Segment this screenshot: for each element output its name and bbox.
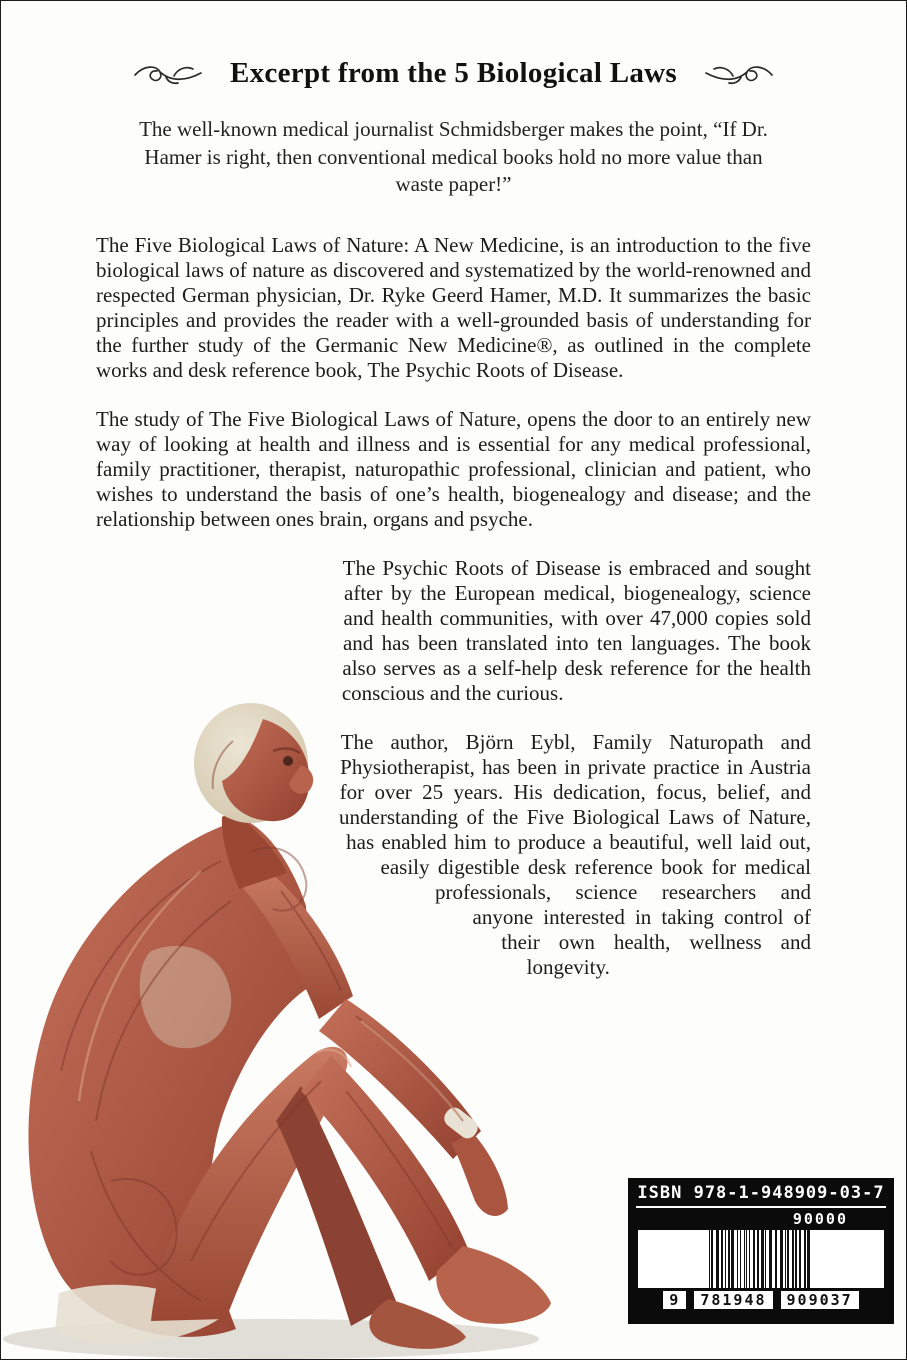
isbn-label: ISBN 978-1-948909-03-7 — [636, 1178, 886, 1208]
barcode-bars — [638, 1230, 884, 1288]
title-row — [1, 57, 906, 90]
price-code: 90000 — [792, 1210, 848, 1228]
flourish-right-icon — [703, 61, 775, 87]
journalist-quote: The well-known medical journalist Schmidsberger makes the point, “If Dr. Hamer is right, then conventional medical books hold no more value than waste paper!” — [139, 117, 768, 197]
paragraph-study: The study of The Five Biological Laws of Nature, opens the door to an entirely new way of looking at health and illness and is essential for any medical professional, family practitioner, therapist, naturopathic professional, clinician and patient, who wishes to understand the basis of one’s health, biogenealogy and disease; and the relationship between ones brain, organs and psyche. — [96, 407, 811, 532]
ean-group-1: 9 — [663, 1291, 686, 1309]
paragraph-intro: The Five Biological Laws of Nature: A New Medicine, is an introduction to the five biological laws of nature as discovered and systematized by the world-renowned and respected German physician, Dr. Ryke Geerd Hamer, M.D. It summarizes the basic principles and provides the reader with a well-grounded basis of understanding for the further study of the Germanic New Medicine®, as outlined in the complete works and desk reference book, The Psychic Roots of Disease. — [96, 233, 811, 383]
ean-group-3: 909037 — [781, 1291, 859, 1309]
paragraph-roots: The Psychic Roots of Disease is embraced and sought after by the European medical, biogenealogy, science and health communities, with over 47,000 copies sold and has been translated into ten languages. The book also serves as a self-help desk reference for the health conscious and the curious. — [341, 556, 811, 706]
ean-digits — [628, 1288, 894, 1313]
barcode-block — [628, 1178, 894, 1324]
body-text — [96, 233, 811, 980]
paragraph-author: The author, Björn Eybl, Family Naturopath and Physiotherapist, has been in private practice in Austria for over 25 years. His dedication, focus, belief, and understanding of the Five Biological Laws of Nature, has enabled him to produce a beautiful, well laid out, easily digestible desk reference book for medical professionals, science researchers and anyone interested in taking control of their own health, wellness and longevity. — [339, 730, 811, 980]
ean-group-2: 781948 — [694, 1291, 772, 1309]
page-title: Excerpt from the 5 Biological Laws — [229, 57, 678, 89]
flourish-left-icon — [132, 61, 204, 87]
